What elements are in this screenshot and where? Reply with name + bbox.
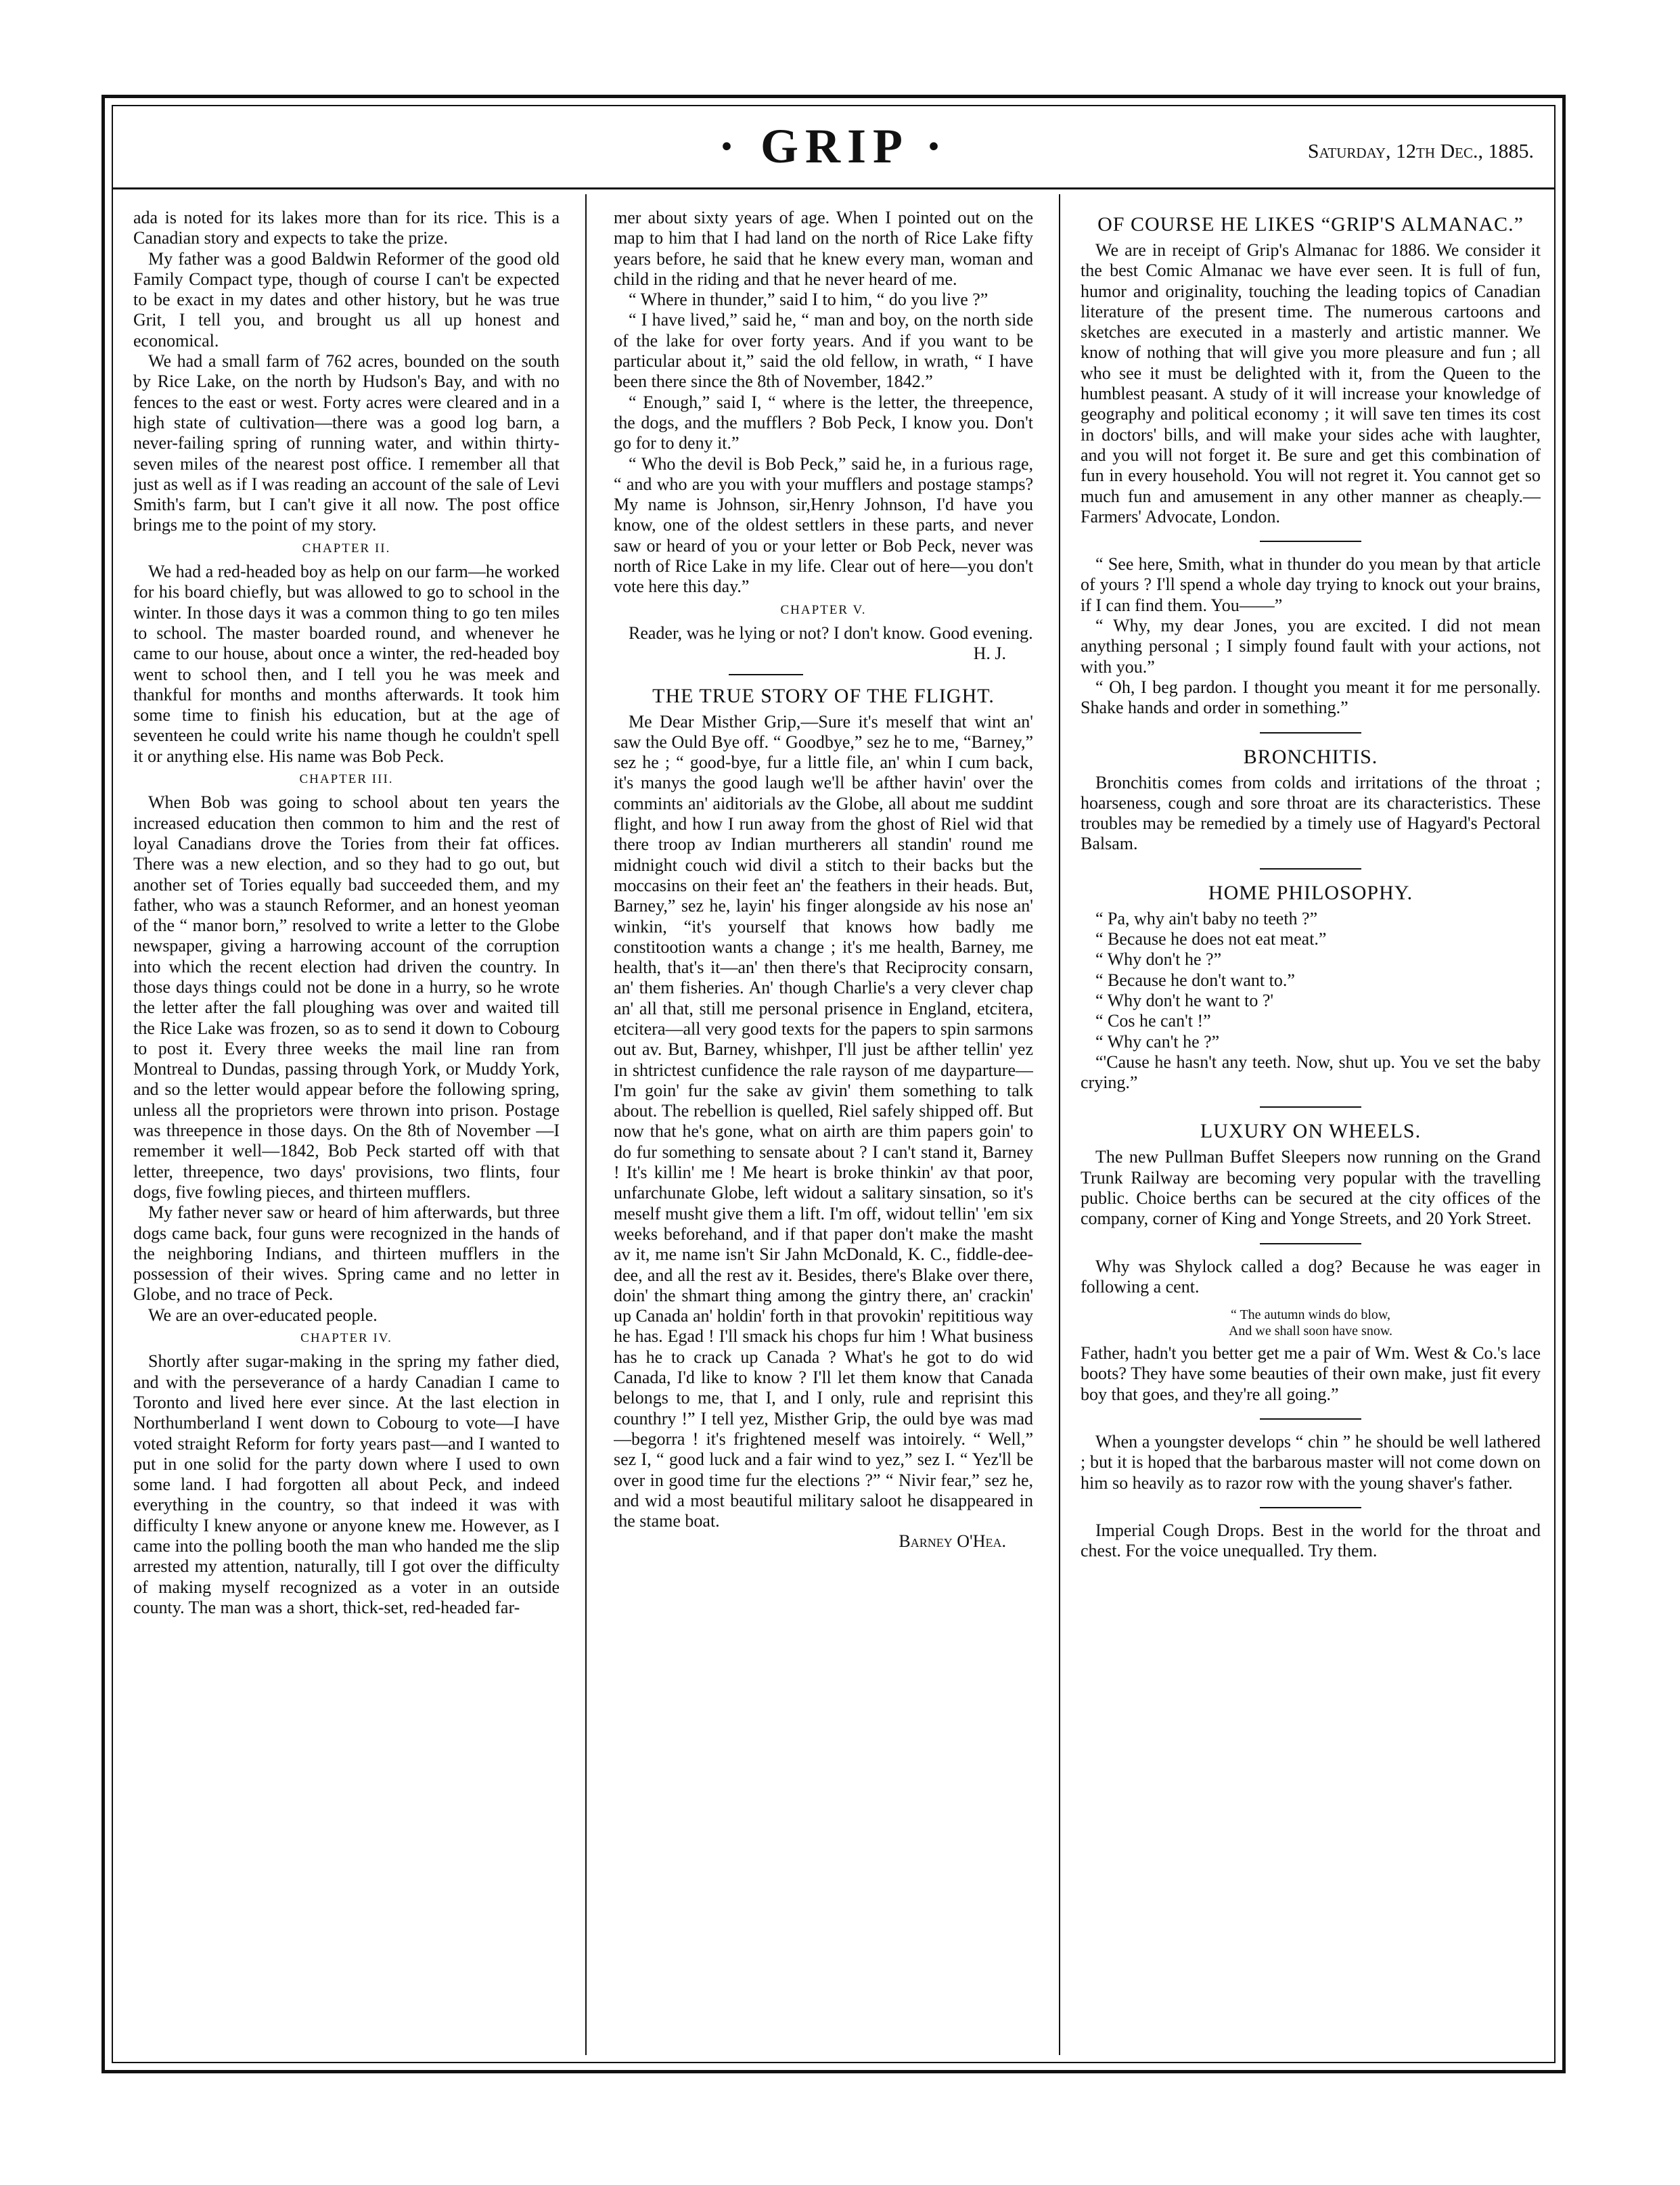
article-headline: OF COURSE HE LIKES “GRIP'S ALMANAC.” <box>1097 213 1524 235</box>
column-left <box>133 208 560 2050</box>
article-paragraph: “ Who the devil is Bob Peck,” said he, in a furious rage, “ and who are you with your mufflers and postage stamps? My name is Johnson, sir,Henry Johnson, I'd have you know, one of the oldest settlers in these parts, and never saw or heard of you or your letter or Bob Peck, never was north of Rice Lake in my life. Clear out of here—you don't vote here this day.” <box>614 453 1033 597</box>
page-inner-border <box>112 105 1556 2063</box>
masthead <box>113 106 1554 189</box>
verse-line: “ The autumn winds do blow, <box>1230 1307 1391 1323</box>
column-middle <box>614 208 1033 2050</box>
column-right <box>1081 208 1541 2050</box>
dialogue-line: “ See here, Smith, what in thunder do you mean by that article of yours ? I'll spend a whole day trying to knock out your brains, if I can find them. You——” <box>1081 554 1541 615</box>
page-border <box>101 95 1566 2073</box>
article-paragraph: “ I have lived,” said he, “ man and boy, on the north side of the lake for over forty years. And if you want to be particular about it,” said the old fellow, in wrath, “ I have been there since the 8th of November, 1842.” <box>614 310 1033 392</box>
article-headline: BRONCHITIS. <box>1243 745 1378 768</box>
dialogue-line: “ Cos he can't !” <box>1095 1011 1211 1031</box>
advertisement-text: Imperial Cough Drops. Best in the world for the throat and chest. For the voice unequalled. Try them. <box>1081 1520 1541 1561</box>
author-signature: H. J. <box>973 644 1006 664</box>
article-paragraph: “ Enough,” said I, “ where is the letter, the threepence, the dogs, and the mufflers ? Bob Peck, I know you. Don't go for to deny it.” <box>614 392 1033 453</box>
column-rule-right <box>1059 194 1060 2055</box>
article-paragraph: “ Where in thunder,” said I to him, “ do you live ?” <box>629 290 989 310</box>
dialogue-line: “ Because he does not eat meat.” <box>1095 929 1327 949</box>
dialogue-line: “ Why can't he ?” <box>1095 1031 1220 1052</box>
dialogue-line: “ Oh, I beg pardon. I thought you meant it for me personally. Shake hands and order in something.” <box>1081 677 1541 718</box>
separator-rule <box>729 674 803 675</box>
chapter-heading: CHAPTER IV. <box>300 1331 392 1346</box>
chapter-heading: CHAPTER V. <box>780 602 867 617</box>
article-headline: HOME PHILOSOPHY. <box>1208 881 1413 904</box>
chapter-heading: CHAPTER III. <box>299 772 394 787</box>
article-paragraph: The new Pullman Buffet Sleepers now running on the Grand Trunk Railway are becoming very popular with the travelling public. Choice berths can be secured at the city offices of the company, corner of King and Yonge Streets, and 20 York Street. <box>1081 1147 1541 1229</box>
dialogue-line: “ Why don't he ?” <box>1095 949 1222 970</box>
dialogue-line: “'Cause he hasn't any teeth. Now, shut up. You ve set the baby crying.” <box>1081 1052 1541 1093</box>
verse-line: And we shall soon have snow. <box>1228 1324 1392 1339</box>
masthead-title: · GRIP · <box>718 119 949 173</box>
column-rule-left <box>585 194 587 2055</box>
article-paragraph: Shortly after sugar-making in the spring my father died, and with the perseverance of a hardy Canadian I came to Toronto and lived here ever since. At the last election in Northumberland I went down to Cobourg to vote—I have voted straight Reform for forty years past—and I wanted to put in one solid for the party down where I used to own some land. I had forgotten all about Peck, and indeed everything in the country, so that indeed it was with difficulty I knew anyone or anyone knew me. However, as I came into the polling booth the man who handed me the slip arrested my attention, naturally, till I got over the difficulty of making myself recognized as a voter in an outside county. The man was a short, thick-set, red-headed far- <box>133 1351 560 1617</box>
separator-rule <box>1260 868 1361 870</box>
article-paragraph: When a youngster develops “ chin ” he should be well lathered ; but it is hoped that the barbarous master will not come down on him so heavily as to razor row with the young shaver's father. <box>1081 1432 1541 1493</box>
article-headline: LUXURY ON WHEELS. <box>1200 1120 1422 1143</box>
article-paragraph: mer about sixty years of age. When I pointed out on the map to him that I had land on the north of Rice Lake fifty years before, he said that he knew every man, woman and child in the riding and that he never heard of me. <box>614 208 1033 289</box>
separator-rule <box>1260 1243 1361 1244</box>
dialogue-block <box>1081 554 1541 718</box>
article-paragraph: My father never saw or heard of him afterwards, but three dogs came back, four guns were recognized in the hands of the neighboring Indians, and thirteen mufflers in the possession of their wives. Spring came and no letter in Globe, and no trace of Peck. <box>133 1202 560 1305</box>
article-paragraph: Father, hadn't you better get me a pair of Wm. West & Co.'s lace boots? They have some beauties of their own make, just fit every boy that goes, and they're all going.” <box>1081 1343 1541 1404</box>
article-paragraph: We had a small farm of 762 acres, bounded on the south by Rice Lake, on the north by Hudson's Bay, and with no fences to the east or west. Forty acres were cleared and in a high state of cultivation—there was a good log barn, a never-failing spring of running water, and within thirty-seven miles of the nearest post office. I remember all that just as well as if I was reading an account of the sale of Levi Smith's farm, but I can't give it all now. The post office brings me to the point of my story. <box>133 351 560 535</box>
chapter-heading: CHAPTER II. <box>302 541 391 556</box>
article-paragraph: When Bob was going to school about ten years the increased education then common to him and the rest of loyal Canadians drove the Tories from their fat offices. There was a new election, and so they had to go out, but another set of Tories equally bad succeeded them, and my father, who was a staunch Reformer, and an honest yeoman of the “ manor born,” resolved to write a letter to the Globe newspaper, giving a harrowing account of the corruption into which the recent election had driven the country. In those days things could not be done in a hurry, so he wrote the letter after the fall ploughing was over and waited till the Rice Lake was frozen, so as to send it down to Cobourg to post it. Every three weeks the mail line ran from Montreal to Dundas, passing through York, or Muddy York, and so the letter would appear before the following spring, unless all the proprietors were thrown into prison. Postage was threepence in those days. On the 8th of November —I remember it well—1842, Bob Peck started off with that letter, threepence, two days' provisions, two flints, four dogs, five fowling pieces, and thirteen mufflers. <box>133 792 560 1202</box>
issue-date: Saturday, 12th Dec., 1885. <box>1307 140 1534 162</box>
article-paragraph: ada is noted for its lakes more than for its rice. This is a Canadian story and expects to take the prize. <box>133 208 560 248</box>
article-paragraph: We are an over-educated people. <box>148 1305 378 1325</box>
article-paragraph: Bronchitis comes from colds and irritations of the throat ; hoarseness, cough and sore throat are its characteristics. These troubles may be remedied by a timely use of Hagyard's Pectoral Balsam. <box>1081 772 1541 854</box>
author-signature: Barney O'Hea. <box>899 1531 1006 1552</box>
separator-rule <box>1260 541 1361 542</box>
article-paragraph: Me Dear Misther Grip,—Sure it's meself that wint an' saw the Ould Bye off. “ Goodbye,” sez he to me, “Barney,” sez he ; “ good-bye, fur a little file, an' whin I cum back, it's manys the good laugh we'll be afther havin' over the commints an' aiditorials av the Globe, all about me suddint flight, and how I run away from the ghost of Riel wid that there troop av Indian murtherers all standin' round me midnight couch wid divil a stitch to their backs but the moccasins on their feet an' the feathers in their heads. But, Barney,” sez he, layin' his finger alongside av his nose an' winkin, “it's yourself that knows how badly me constitootion wants a change ; it's me health, Barney, me health, that's it—an' then there's that Reciprocity consarn, an' them fisheries. An' though Charlie's a very clever chap an' all that, still me personal prisence in England, etcitera, etcitera—all very good texts for the papers to spin sarmons out av. But, Barney, whishper, I'll just be afther tellin' yez in shtrictest cunfidence the rale rayson of me dayparture—I'm goin' fur the sake av givin' them something to talk about. The rebellion is quelled, Riel safely shipped off. But now that he's gone, what on airth are thim papers goin' to do fur something to sensate about ? I can't stand it, Barney ! It's killin' me ! Me heart is broke thinkin' av that poor, unfarchunate Globe, left widout a salitary sinsation, so it's meself musht give them a lift. I'm off, widout tellin' 'em six weeks beforehand, and if that paper don't make the masht av it, me name isn't Sir Jahn McDonald, K. C., fiddle-dee-dee, and all the rest av it. Besides, there's Blake over there, doin' the shmart thing among the gintry there, an' crackin' up Canada an' holdin' forth in that provokin' repititious way he has. Egad ! I'll smack his chops fur him ! What business has he to crack up Canada ? What's he got to do wid Canada, I'd like to know ? I'll let them know that Canada belongs to me, that I, and I only, rule and reprisint this counthry !” I tell yez, Misther Grip, the ould bye was mad—begorra ! it's frightened meself was intoirely. “ Well,” sez I, “ good luck and a fair wind to yez,” sez I. “ Yez'll be over in good time fur the elections ?” “ Nivir fear,” sez he, and wid a most beautiful military saloot he disappeared in the stame boat. <box>614 711 1033 1531</box>
dialogue-line: “ Why don't he want to ?' <box>1095 990 1274 1010</box>
article-paragraph: We had a red-headed boy as help on our farm—he worked for his board chiefly, but was allowed to go to school in the winter. In those days it was a common thing to go ten miles to school. The master boarded round, and whenever he came to our house, about once a winter, the red-headed boy went to school then, and I tell you he was meek and thankful for months and months afterwards. It took him some time to finish his education, but at the age of seventeen he could write his name though he couldn't spell it or anything else. His name was Bob Peck. <box>133 562 560 766</box>
article-paragraph: We are in receipt of Grip's Almanac for 1886. We consider it the best Comic Almanac we have ever seen. It is full of fun, humor and originality, touching the leading topics of Canadian literature of the present time. The numerous cartoons and sketches are executed in a masterly and artistic manner. We know of nothing that will give you more pleasure and fun ; all who see it must be delighted with it, from the Queen to the humblest peasant. A study of it will increase your knowledge of geography and political economy ; it will save ten times its cost in doctors' bills, and will make your sides ache with laughter, and you will not forget it. Be sure and get this combination of fun in every household. You will not regret it. You cannot get so much fun and amusement in any other manner as cheaply.—Farmers' Advocate, London. <box>1081 240 1541 526</box>
separator-rule <box>1260 732 1361 734</box>
article-paragraph: Reader, was he lying or not? I don't know. Good evening. <box>629 623 1033 643</box>
separator-rule <box>1260 1507 1361 1508</box>
article-paragraph: My father was a good Baldwin Reformer of the good old Family Compact type, though of course I can't be expected to be exact in my dates and other history, but he was true Grit, I tell you, and brought us all up honest and economical. <box>133 248 560 351</box>
dialogue-line: “ Pa, why ain't baby no teeth ?” <box>1095 908 1318 928</box>
article-headline: THE TRUE STORY OF THE FLIGHT. <box>652 684 995 707</box>
verse-quote <box>1081 1307 1541 1339</box>
dialogue-line: “ Why, my dear Jones, you are excited. I did not mean anything personal ; I simply found fault with your actions, not with you.” <box>1081 616 1541 677</box>
dialogue-line: “ Because he don't want to.” <box>1095 970 1295 990</box>
separator-rule <box>1260 1106 1361 1108</box>
article-paragraph: Why was Shylock called a dog? Because he was eager in following a cent. <box>1081 1256 1541 1297</box>
separator-rule <box>1260 1418 1361 1420</box>
